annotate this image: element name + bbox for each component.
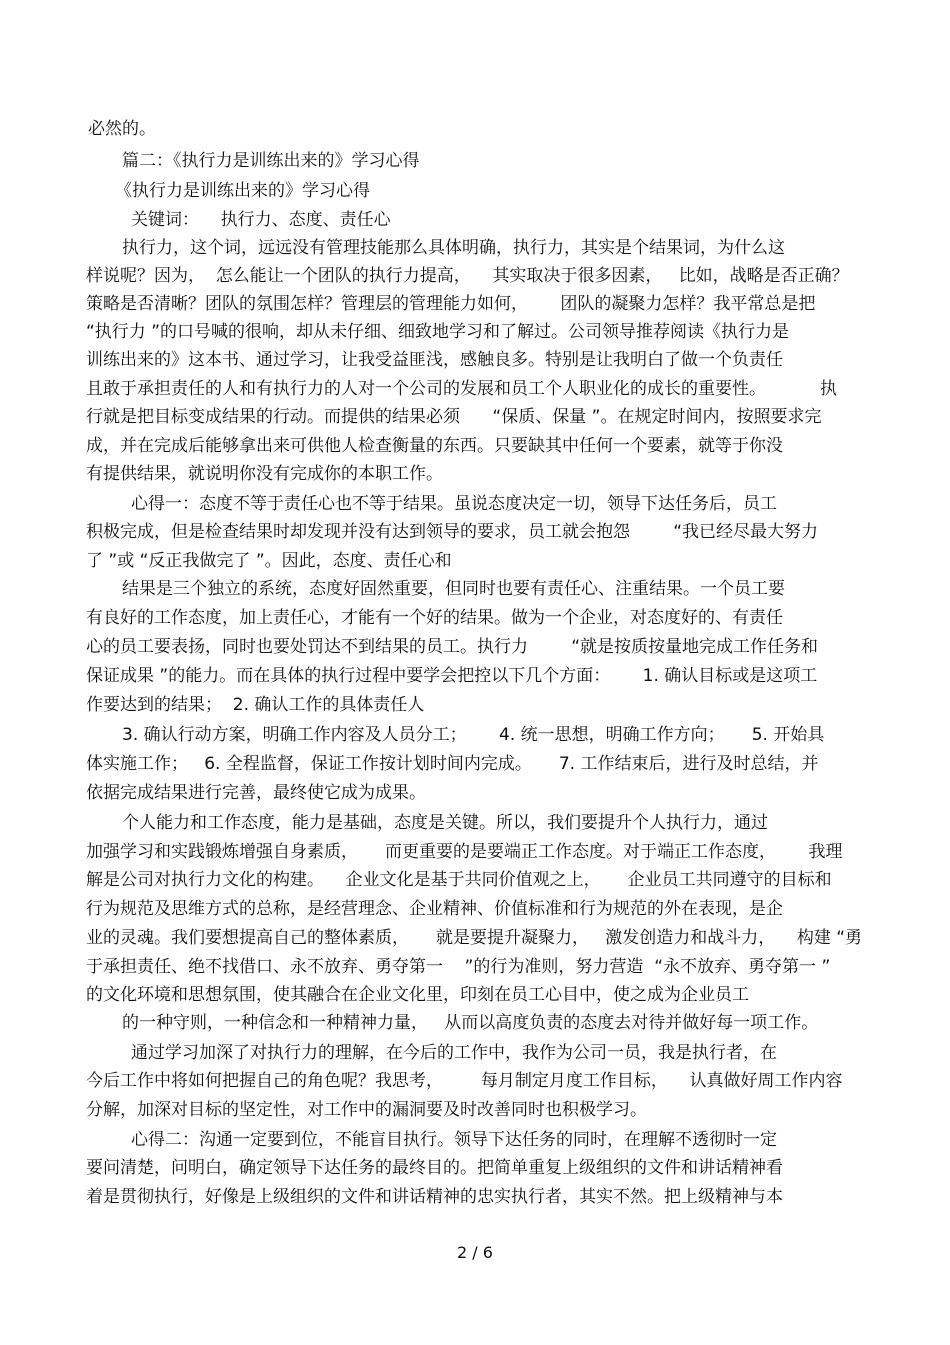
text-line: 必然的。: [88, 119, 156, 139]
text-line: 加强学习和实践锻炼增强自身素质， 而更重要的是要端正工作态度。对于端正工作态度， 我理: [86, 842, 843, 862]
text-line: 3. 确认行动方案，明确工作内容及人员分工； 4. 统一思想，明确工作方向； 5. 开始具: [122, 725, 825, 745]
text-line: “执行力 ”的口号喊的很响，却从未仔细、细致地学习和了解过。公司领导推荐阅读《执行力是: [86, 322, 790, 342]
text-line: 业的灵魂。我们要想提高自己的整体素质， 就是要提升凝聚力， 激发创造力和战斗力， 构建 “勇: [86, 928, 863, 948]
text-line: 心得二：沟通一定要到位，不能盲目执行。领导下达任务的同时，在理解不透彻时一定: [131, 1130, 777, 1150]
text-line: 且敢于承担责任的人和有执行力的人对一个公司的发展和员工个人职业化的成长的重要性。 执: [86, 379, 838, 399]
document-title: 《执行力是训练出来的》学习心得: [115, 181, 370, 201]
text-line: 的一种守则，一种信念和一种精神力量， 从而以高度负责的态度去对待并做好每一项工作。: [122, 1013, 819, 1033]
text-line: 保证成果 ”的能力。而在具体的执行过程中要学会把控以下几个方面： 1. 确认目标或是这项工: [86, 666, 818, 686]
text-line: 心得一：态度不等于责任心也不等于结果。虽说态度决定一切，领导下达任务后，员工: [131, 494, 777, 514]
text-line: 要问清楚，问明白，确定领导下达任务的最终目的。把简单重复上级组织的文件和讲话精神看: [86, 1158, 783, 1178]
page-number: 2 / 6: [457, 1243, 493, 1262]
text-line: 通过学习加深了对执行力的理解，在今后的工作中，我作为公司一员，我是执行者，在: [131, 1043, 777, 1063]
text-line: 行为规范及思维方式的总称，是经营理念、企业精神、价值标准和行为规范的外在表现，是企: [86, 899, 783, 919]
text-line: 策略是否清晰？团队的氛围怎样？管理层的管理能力如何， 团队的凝聚力怎样？我平常总是把: [86, 294, 816, 314]
text-line: 着是贯彻执行，好像是上级组织的文件和讲话精神的忠实执行者，其实不然。把上级精神与本: [86, 1187, 783, 1207]
text-line: 作要达到的结果； 2. 确认工作的具体责任人: [86, 695, 425, 715]
text-line: 结果是三个独立的系统，态度好固然重要，但同时也要有责任心、注重结果。一个员工要: [122, 579, 785, 599]
text-line: 心的员工要表扬，同时也要处罚达不到结果的员工。执行力 “就是按质按量地完成工作任务和: [86, 637, 819, 657]
text-line: 体实施工作； 6. 全程监督，保证工作按计划时间内完成。 7. 工作结束后，进行及时总结，并: [86, 754, 819, 774]
section-heading: 篇二：《执行力是训练出来的》学习心得: [122, 151, 420, 171]
text-line: 今后工作中将如何把握自己的角色呢？我思考， 每月制定月度工作目标， 认真做好周工作内容: [86, 1071, 843, 1091]
text-line: 执行力，这个词，远远没有管理技能那么具体明确，执行力，其实是个结果词，为什么这: [122, 238, 785, 258]
text-line: 有良好的工作态度，加上责任心，才能有一个好的结果。做为一个企业，对态度好的、有责任: [86, 608, 783, 628]
text-line: 分解，加深对目标的坚定性，对工作中的漏洞要及时改善同时也积极学习。: [86, 1100, 647, 1120]
text-line: 积极完成，但是检查结果时却发现并没有达到领导的要求，员工就会抱怨 “我已经尽最大努力: [86, 522, 819, 542]
text-line: 了 ”或 “反正我做完了 ”。因此，态度、责任心和: [86, 551, 452, 571]
keywords-line: 关键词： 执行力、态度、责任心: [131, 210, 391, 230]
text-line: 成，并在完成后能够拿出来可供他人检查衡量的东西。只要缺其中任何一个要素，就等于你没: [86, 436, 783, 456]
text-line: 有提供结果，就说明你没有完成你的本职工作。: [86, 464, 443, 484]
text-line: 于承担责任、绝不找借口、永不放弃、勇夺第一 ”的行为准则，努力营造 “永不放弃、勇夺第一 ”: [86, 957, 831, 977]
text-line: 行就是把目标变成结果的行动。而提供的结果必须 “保质、保量 ”。在规定时间内，按照要求完: [86, 407, 822, 427]
text-line: 解是公司对执行力文化的构建。 企业文化是基于共同价值观之上， 企业员工共同遵守的目标和: [86, 870, 832, 890]
text-line: 训练出来的》这本书、通过学习，让我受益匪浅，感触良多。特别是让我明白了做一个负责任: [86, 350, 783, 370]
text-line: 样说呢？因为， 怎么能让一个团队的执行力提高， 其实取决于很多因素， 比如，战略是否正确？: [86, 266, 849, 286]
text-line: 依据完成结果进行完善，最终使它成为成果。: [86, 783, 426, 803]
text-line: 个人能力和工作态度，能力是基础，态度是关键。所以，我们要提升个人执行力，通过: [122, 813, 768, 833]
text-line: 的文化环境和思想氛围，使其融合在企业文化里，印刻在员工心目中，使之成为企业员工: [86, 985, 749, 1005]
